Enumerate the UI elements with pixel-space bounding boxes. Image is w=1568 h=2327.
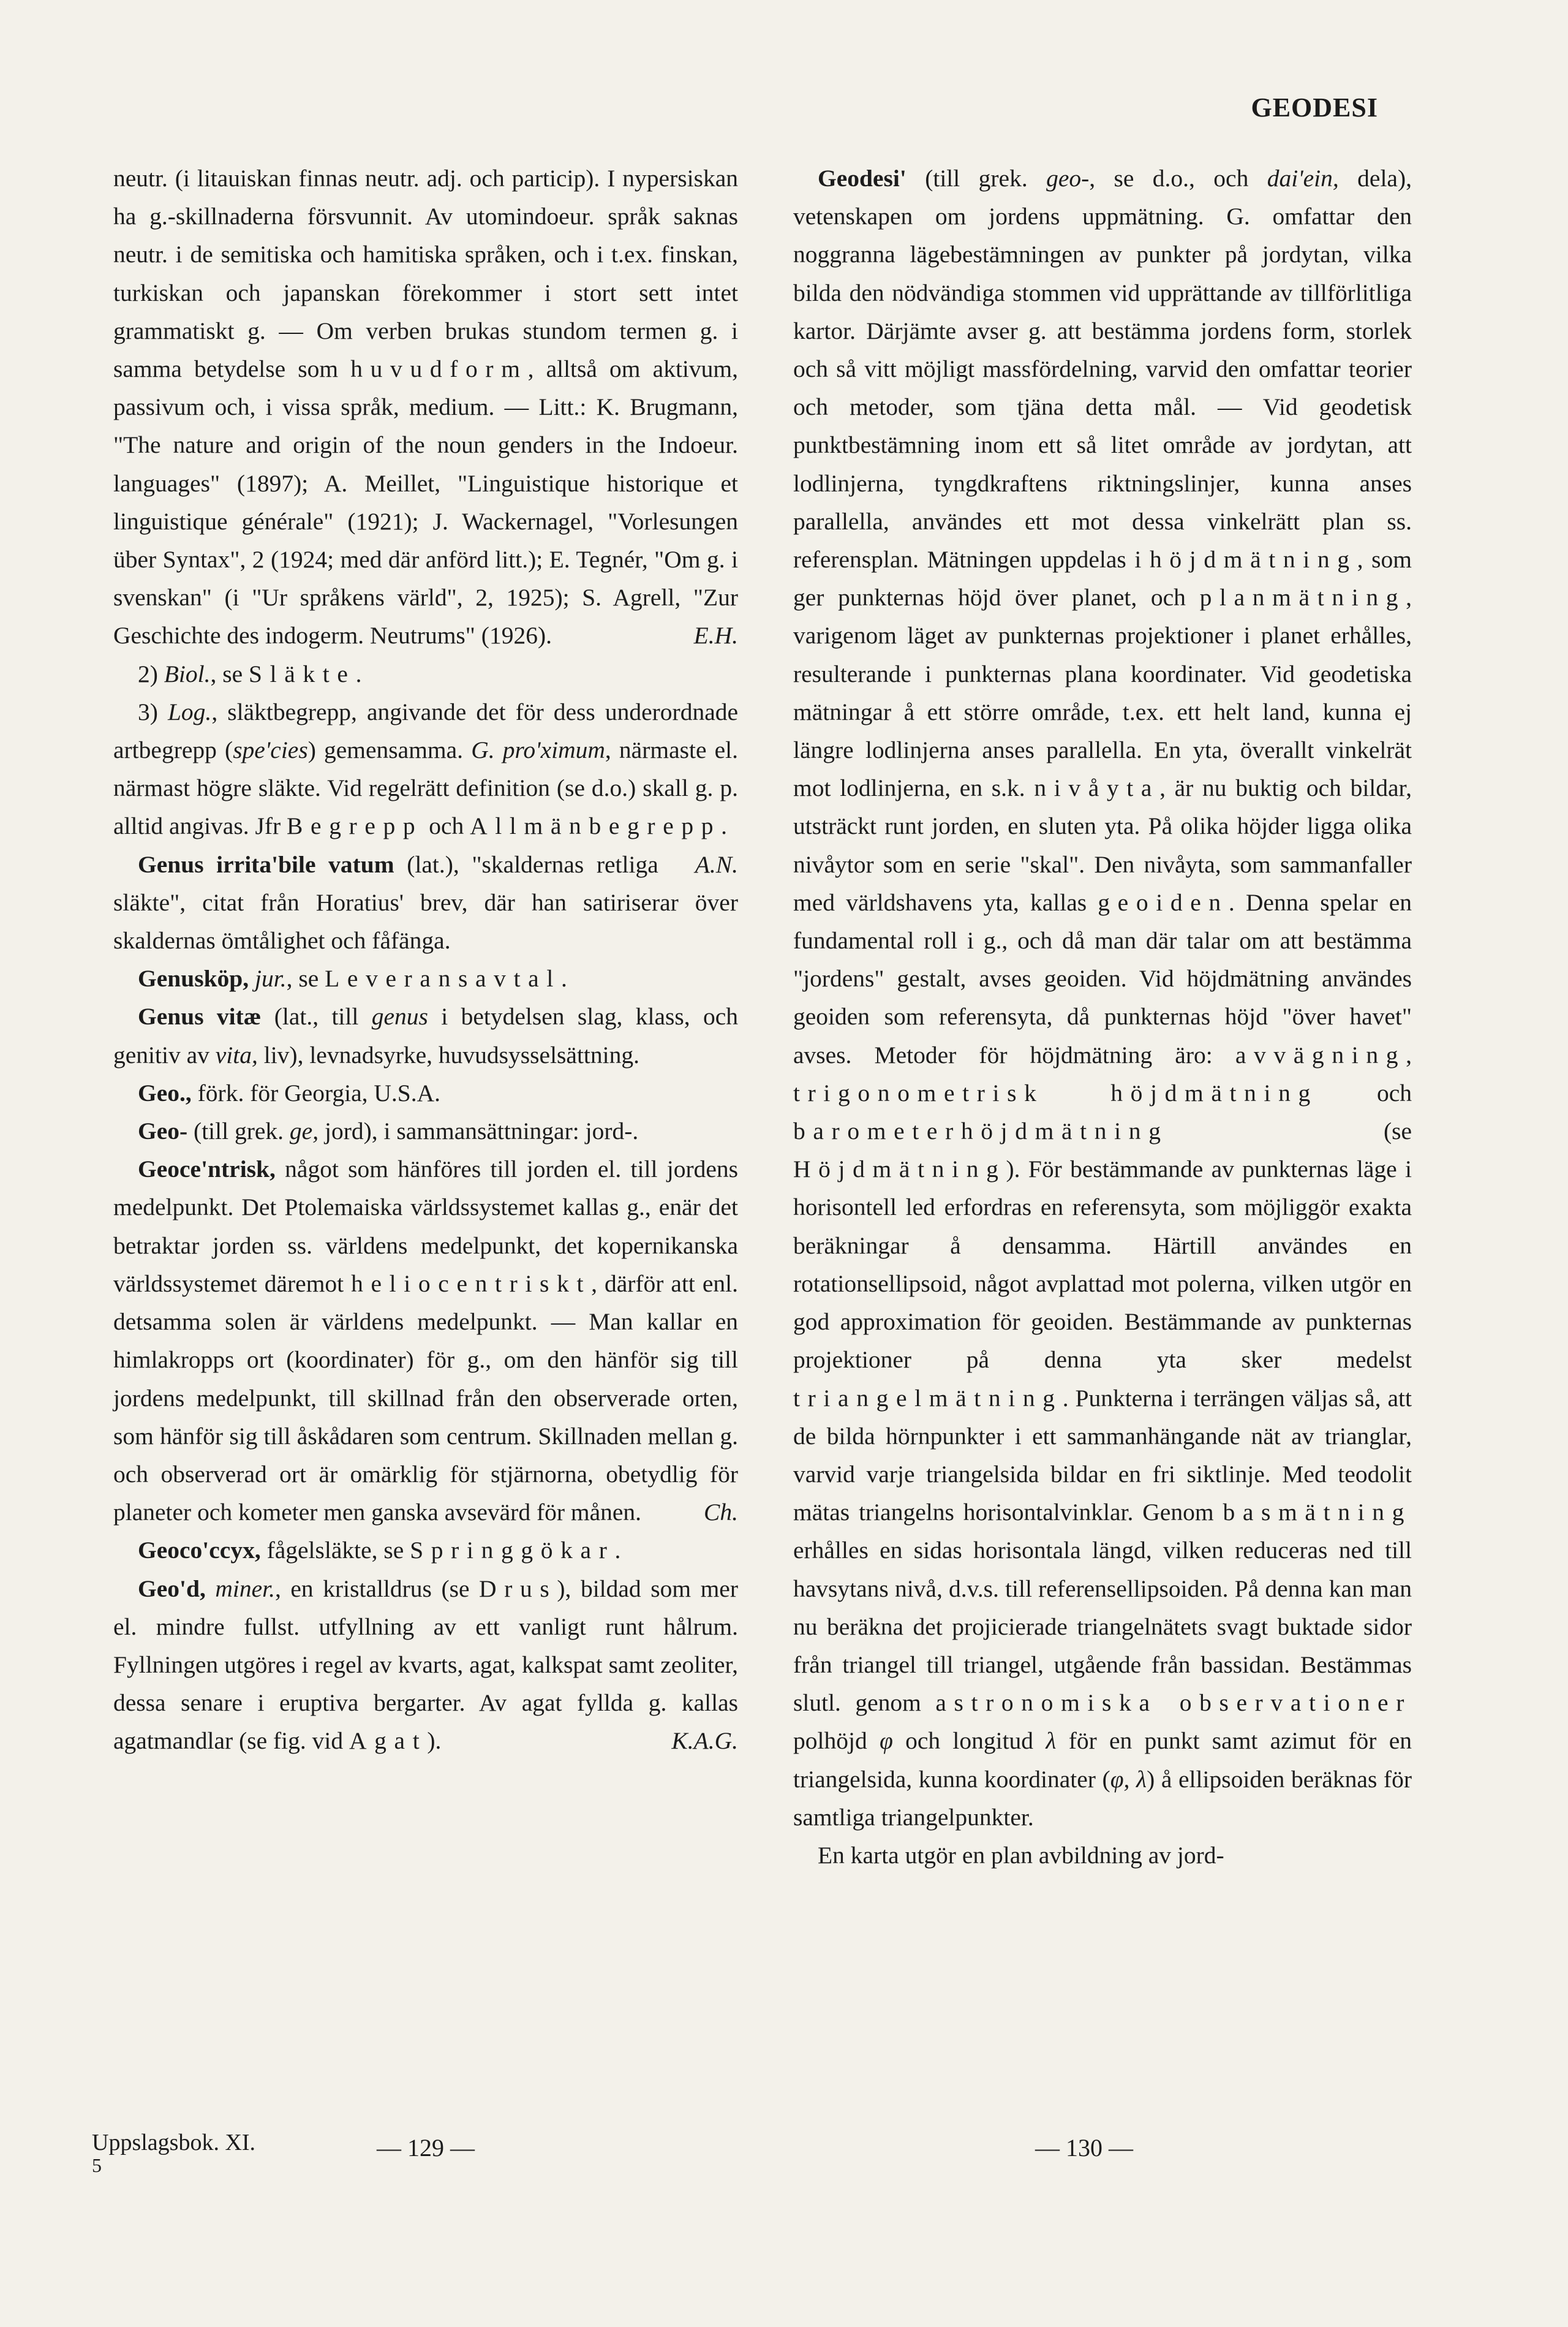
text-run: ge, <box>289 1118 319 1145</box>
text-run: (lat., till <box>261 1003 372 1031</box>
entry-headword: Geo'd, <box>138 1575 206 1602</box>
text-run: heliocentriskt <box>351 1269 592 1297</box>
text-run: ) å ellipsoiden beräknas för samtliga triangelpunkter. <box>793 1765 1412 1831</box>
text-run: , se d.o., och <box>1089 165 1267 192</box>
right-column <box>793 159 1412 1874</box>
text-run: jord), i sammansättningar: jord-. <box>318 1118 639 1145</box>
text-run: barometerhöjdmätning <box>793 1118 1169 1145</box>
entry-headword: Geo- <box>138 1118 188 1145</box>
page-number-right: — 130 — <box>1035 2134 1133 2162</box>
text-run: i betydelsen slag, klass, och genitiv av <box>113 1003 738 1069</box>
text-run: Log. <box>167 698 212 725</box>
text-run: φ <box>879 1727 893 1755</box>
text-run: och longitud <box>892 1727 1046 1755</box>
entry-genus-vitae <box>113 997 738 1073</box>
text-run: höjdmätning <box>1149 546 1357 573</box>
text-run: Begrepp <box>287 812 423 840</box>
text-run: planmätning <box>1199 584 1406 611</box>
text-run: G. pro'ximum <box>471 736 605 764</box>
entry-headword: Genus vitæ <box>138 1003 262 1031</box>
text-run: geo- <box>1046 165 1090 192</box>
entry-headword: Genusköp, <box>138 965 249 993</box>
entry-headword: Geo., <box>138 1079 192 1107</box>
entry-headword: Geoco'ccyx, <box>138 1537 261 1564</box>
text-run: spe'cies <box>233 736 308 764</box>
text-run: φ, λ <box>1110 1765 1147 1793</box>
author-signature: K.A.G. <box>671 1727 738 1755</box>
text-run: basmätning <box>1223 1499 1412 1526</box>
text-run: Höjdmätning <box>793 1156 1006 1183</box>
text-run: . <box>560 965 567 993</box>
footer-volume-label <box>92 2129 255 2174</box>
text-run: , en kristalldrus (se <box>275 1575 480 1602</box>
entry-geod <box>113 1570 738 1760</box>
running-header: GEODESI <box>1251 93 1378 123</box>
text-run: geoiden <box>1098 888 1229 916</box>
text-run: , som ger punkternas höjd över planet, och <box>793 546 1412 611</box>
text-run: . <box>355 660 362 687</box>
text-run: Uppslagsbok. XI. <box>92 2130 256 2155</box>
text-run: dai'ein, <box>1267 165 1339 192</box>
text-run: Släkte <box>249 660 356 687</box>
text-run: , är nu buktig och bildar, utsträckt runt jorden, en sluten yta. På olika höjder ligga olika nivåytor som en serie "skal". Den nivåyta, som sammanfaller med världshavens yta, kallas <box>793 774 1412 916</box>
text-run: något som hänföres till jorden el. till jordens medelpunkt. Det Ptolemaiska världssystemet kallas g., enär det betraktar jorden ss. världens medelpunkt, det kopernikanska världssystemet däremot <box>113 1156 738 1297</box>
entry-geo-abbr <box>113 1074 738 1112</box>
entry-geo-prefix <box>113 1112 738 1150</box>
text-run: , varigenom läget av punkternas projektioner i planet erhålles, resulterande i punkternas plana koordinater. Vid geodetiska mätningar å ett större område, t.ex. ett helt land, kunna ej längre lodlinjerna anses parallella. En yta, överallt vinkelrät mot lodlinjerna, en s.k. <box>793 584 1412 802</box>
entry-headword: Geoce'ntrisk, <box>138 1156 276 1183</box>
text-run: Allmänbegrepp <box>470 812 722 840</box>
text-run: (till grek. <box>187 1118 290 1145</box>
left-column <box>113 159 738 1760</box>
text-run: ), bildad som mer el. mindre fullst. utfyllning av ett vanligt runt hålrum. Fyllningen utgöres i regel av kvarts, agat, kalkspat samt zeoliter, dessa senare i eruptiva bergarter. Av agat fyllda g. kallas agatmandlar (se fig. vid <box>113 1575 738 1755</box>
text-run: polhöjd <box>793 1727 880 1755</box>
entry-geodesi <box>793 159 1412 1836</box>
text-run: jur. <box>249 965 287 993</box>
signature-number: 5 <box>92 2154 102 2176</box>
text-run: och <box>1317 1079 1412 1107</box>
text-run: , alltså om aktivum, passivum och, i vissa språk, medium. — Litt.: K. Brugmann, "The nature and origin of the noun genders in the Indoeur. languages" (1897); A. Meillet, "Linguistique historique et linguistique générale" (1921); J. Wackernagel, "Vorlesungen über Syntax", 2 (1924; med där anförd litt.); E. Tegnér, "Om g. i svenskan" (i "Ur språkens värld", 2, 1925); S. Agrell, "Zur Geschichte des indogerm. Neutrums" (1926). <box>113 355 738 649</box>
entry-headword: Geodesi' <box>818 165 907 192</box>
author-signature: A.N. <box>695 850 738 878</box>
text-run: dela), vetenskapen om jordens uppmätning. G. omfattar den noggranna lägebestämningen av punkter på jordytan, vilka bilda den nödvändiga stommen vid upprättande av tillförlitliga kartor. Därjämte avser g. att bestämma jordens form, storlek och så vitt möjligt massfördelning, varvid den omfattar teorier och metoder, som tjäna detta mål. — Vid geodetisk punktbestämning inom ett så litet område av jordytan, att lodlinjerna, tyngdkraftens riktningslinjer, kunna anses parallella, användes ett mot dessa vinkelrätt plan ss. referensplan. Mätningen uppdelas i <box>793 165 1412 573</box>
text-run: miner. <box>205 1575 275 1602</box>
text-run: förk. för Georgia, U.S.A. <box>191 1079 441 1107</box>
paragraph-genus-continued <box>113 159 738 655</box>
paragraph-karta: En karta utgör en plan avbildning av jord- <box>818 1841 1224 1869</box>
entry-headword: Genus irrita'bile vatum <box>138 850 394 878</box>
text-run: . <box>721 812 728 840</box>
text-run: λ <box>1046 1727 1057 1755</box>
text-run: 3) <box>138 698 168 725</box>
text-run: Leveransavtal <box>325 965 561 993</box>
text-run: , se <box>286 965 325 993</box>
text-run: (till grek. <box>906 165 1047 192</box>
text-run: avvägning <box>1235 1041 1406 1069</box>
text-run: , närmaste el. närmast högre släkte. Vid regelrätt definition (se d.o.) skall g. p. alltid angivas. Jfr <box>113 736 738 840</box>
text-run: erhålles en sidas horisontala längd, vilken reduceras ned till havsytans nivå, d.v.s. till referensellipsoiden. På denna kan man nu beräkna det projicierade triangelnätets svagt buktade sidor från triangel till triangel, utgående från bassidan. Bestämmas slutl. genom <box>793 1537 1412 1717</box>
text-run: (se <box>1168 1118 1412 1145</box>
text-run: astronomiska observationer <box>935 1689 1412 1717</box>
text-run: nivåyta <box>1034 774 1160 802</box>
text-run: . <box>614 1537 621 1564</box>
author-signature: E.H. <box>693 622 738 649</box>
text-run: 2) <box>138 660 164 687</box>
text-run: , <box>1406 1041 1412 1069</box>
text-run: huvudform <box>350 355 528 383</box>
text-run: Drus <box>479 1575 557 1602</box>
text-run: (lat.), "skaldernas retliga släkte", citat från Horatius' brev, där han satiriserar över skaldernas ömtålighet och fåfänga. <box>113 850 738 955</box>
text-run: neutr. (i litauiskan finnas neutr. adj. och particip). I nypersiskan ha g.-skillnaderna försvunnit. Av utomindoeur. språk saknas neutr. i de semitiska och hamitiska språken, och i t.ex. finskan, turkiskan och japanskan förekommer i stort sett intet grammatiskt g. — Om verben brukas stundom termen g. i samma betydelse som <box>113 165 738 383</box>
page-number-left: — 129 — <box>377 2134 475 2162</box>
text-run: ) gemensamma. <box>307 736 472 764</box>
paragraph-genus-biol <box>113 655 738 693</box>
text-run: fågelsläkte, se <box>260 1537 410 1564</box>
text-run: , därför att enl. detsamma solen är världens medelpunkt. — Man kallar en himlakropps ort (koordinater) för g., om den hänför sig till jordens medelpunkt, till skillnad från den observerade orten, som hänför sig till åskådaren som centrum. Skillnaden mellan g. och observerad ort är omärklig för stjärnorna, obetydlig för planeter och kometer men ganska avsevärd för månen. <box>113 1269 738 1526</box>
text-run: Springgökar <box>410 1537 615 1564</box>
author-signature: Ch. <box>704 1499 738 1526</box>
entry-genuskop <box>113 959 738 997</box>
text-run: och <box>423 812 470 840</box>
entry-geococcyx <box>113 1531 738 1569</box>
text-run: . Denna spelar en fundamental roll i g., och då man där talar om att bestämma "jordens" gestalt, avses geoiden. Vid höjdmätning användes geoiden som referensyta, då punkternas höjd "över havet" avses. Metoder för höjdmätning äro: <box>793 888 1412 1069</box>
text-run: vita, <box>215 1041 258 1069</box>
text-run: , se <box>210 660 249 687</box>
entry-geocentrisk <box>113 1150 738 1531</box>
text-run: . Punkterna i terrängen väljas så, att de bilda hörnpunkter i ett sammanhängande nät av trianglar, varvid varje triangelsida bildar en fri siktlinje. Med teodolit mätas triangelns horisontalvinklar. Genom <box>793 1384 1412 1526</box>
text-run: genus <box>371 1003 428 1031</box>
entry-genus-irritabile <box>113 846 738 960</box>
text-run: trigonometrisk höjdmätning <box>793 1079 1318 1107</box>
text-run: Biol. <box>164 660 211 687</box>
text-run: för en punkt samt azimut för en triangelsida, kunna koordinater ( <box>793 1727 1412 1793</box>
text-run: triangelmätning <box>793 1384 1063 1412</box>
text-run: Agat <box>349 1727 428 1755</box>
text-run: liv), levnadsyrke, huvudsysselsättning. <box>257 1041 640 1069</box>
text-run: ). <box>427 1727 442 1755</box>
text-run: , släktbegrepp, angivande det för dess underordnade artbegrepp ( <box>113 698 739 764</box>
text-run: ). För bestämmande av punkternas läge i horisontell led erfordras en referensyta, som möjliggör exakta beräkningar å densamma. Härtill användes en rotationsellipsoid, något avplattad mot polerna, vilken utgör en god approximation för geoiden. Bestämmande av punkternas projektioner på denna yta sker medelst <box>793 1156 1412 1374</box>
